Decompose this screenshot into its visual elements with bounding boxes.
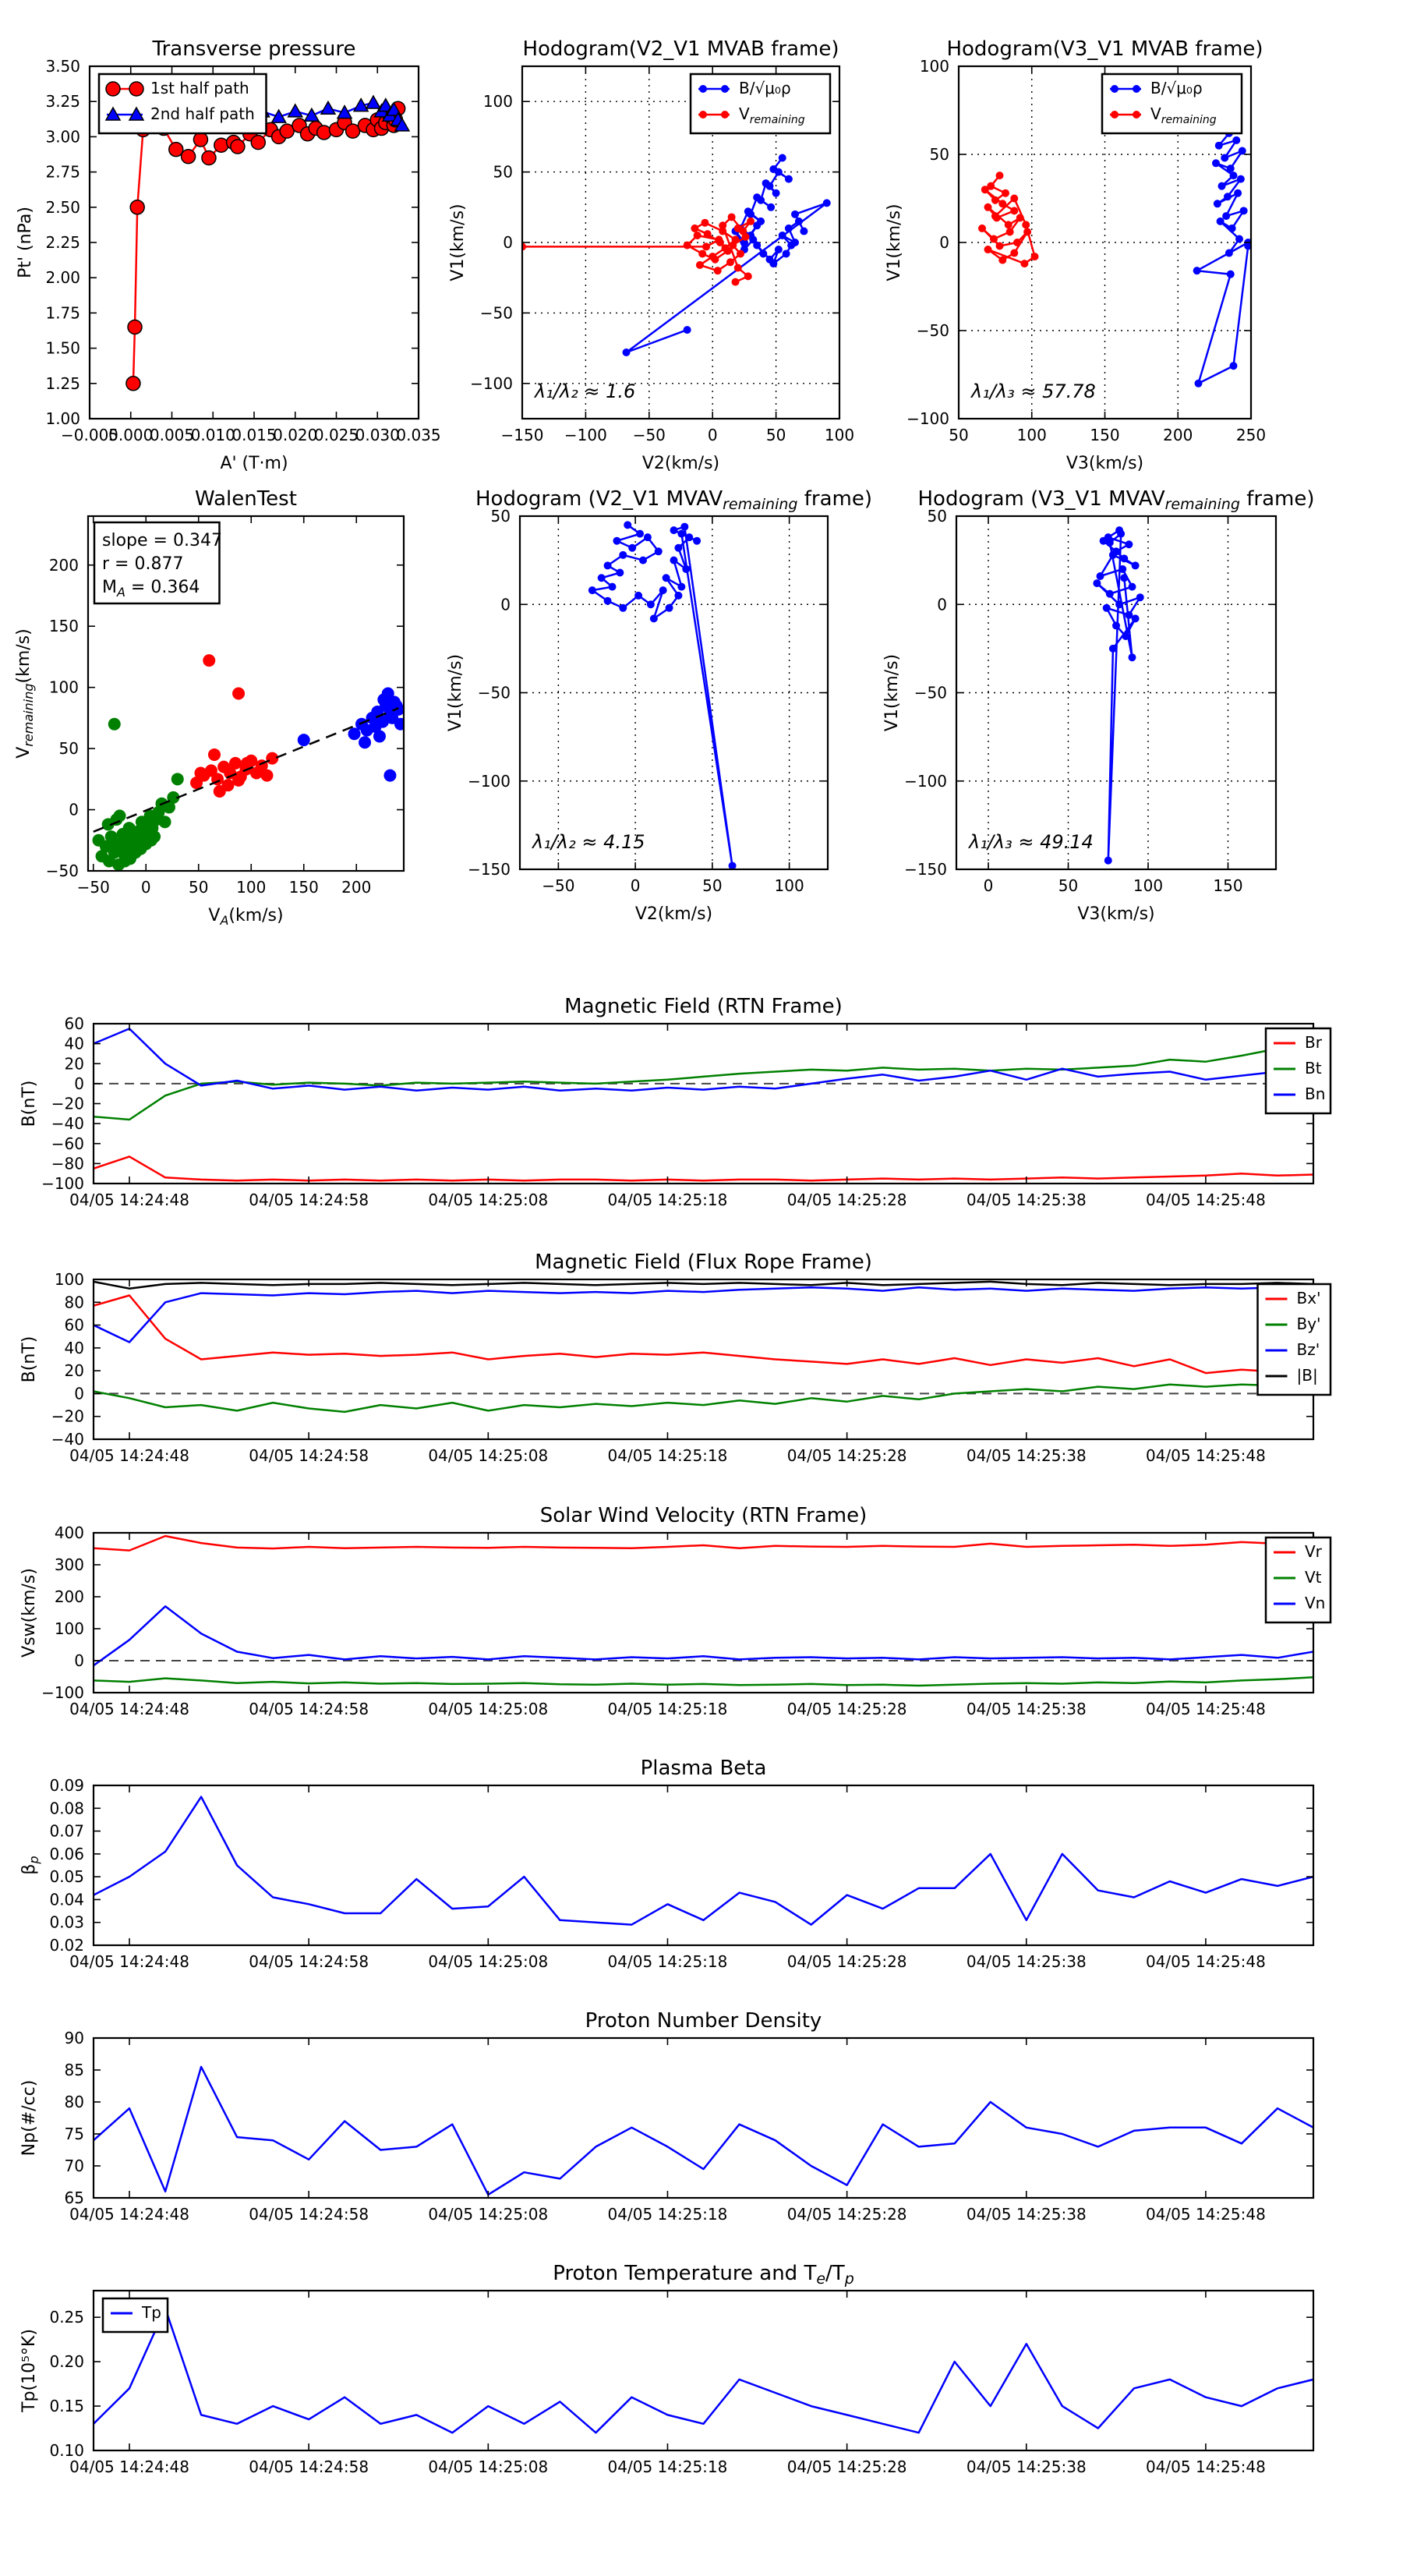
ylabel-vsw: Vsw(km/s)	[19, 1568, 39, 1658]
annotation-hodogram-v3v1-mvav: λ₁/λ₃ ≈ 49.14	[969, 830, 1094, 853]
legend-label-b: |B|	[1296, 1366, 1318, 1385]
y-tick-label: 150	[48, 617, 79, 636]
ylabel-walen-test: $V_{remaining}(km/s)$	[14, 628, 36, 759]
y-tick-label: −50	[45, 862, 79, 880]
x-tick-label: 04/05 14:24:48	[69, 1191, 189, 1209]
ylabel-transverse-pressure: Pt' (nPa)	[16, 207, 35, 278]
series-group	[94, 1797, 1313, 1925]
y-tick-label: 2.50	[45, 197, 80, 217]
legend-label-bx: Bx'	[1296, 1289, 1321, 1307]
series-group	[94, 1536, 1313, 1686]
series-group	[94, 1282, 1313, 1412]
x-tick-label: 04/05 14:24:58	[249, 1446, 369, 1465]
axes-box	[94, 2038, 1313, 2198]
x-tick-label: 04/05 14:24:58	[249, 1700, 369, 1718]
y-tick-label: 80	[64, 1293, 84, 1312]
y-tick-label: 0	[74, 1384, 84, 1403]
y-tick-label: −20	[51, 1407, 84, 1426]
x-tick-label: 04/05 14:25:08	[428, 2457, 549, 2476]
y-tick-label: 0.08	[49, 1799, 84, 1818]
x-tick-label: 0.030	[355, 426, 400, 444]
panel-b-rtn	[19, 995, 1331, 1209]
stats-line-2: $M_A = 0.364$	[102, 578, 200, 600]
x-tick-label: −100	[564, 426, 607, 444]
x-tick-label: 0	[630, 876, 641, 895]
legend-label-vt: Vt	[1305, 1568, 1322, 1587]
x-tick-label: 0.025	[313, 426, 359, 444]
x-tick-label: 0	[983, 876, 994, 895]
y-tick-label: 200	[54, 1587, 84, 1606]
y-tick-label: 3.25	[45, 92, 80, 111]
title-b-rtn: Magnetic Field (RTN Frame)	[564, 995, 843, 1018]
y-tick-label: −100	[41, 1174, 84, 1193]
y-tick-label: 300	[54, 1555, 84, 1574]
axes-box	[520, 516, 828, 869]
xlabel-walen-test: $V_A(km/s)$	[208, 906, 284, 928]
y-tick-label: −40	[51, 1430, 84, 1449]
series-b-sqrt-mu0-rho-	[1193, 129, 1253, 387]
y-tick-label: −50	[914, 683, 947, 702]
x-tick-label: 04/05 14:25:28	[786, 2457, 907, 2476]
y-tick-label: 65	[64, 2189, 84, 2207]
legend-hodogram-v3v1-mvab	[1102, 74, 1242, 133]
x-tick-label: 150	[288, 878, 319, 897]
title-vsw: Solar Wind Velocity (RTN Frame)	[539, 1504, 868, 1527]
x-tick-label: 50	[189, 878, 209, 897]
panel-beta	[19, 1757, 1313, 1971]
y-tick-label: −100	[904, 771, 947, 791]
series-group	[93, 654, 407, 871]
y-tick-label: 0.05	[49, 1867, 84, 1887]
y-tick-label: 2.25	[45, 233, 80, 252]
y-tick-label: −20	[51, 1094, 84, 1113]
y-tick-label: 20	[64, 1054, 84, 1074]
title-transverse-pressure: Transverse pressure	[152, 37, 356, 61]
ylabel-b-rtn: B(nT)	[19, 1080, 39, 1127]
x-tick-label: 04/05 14:25:38	[966, 2457, 1087, 2476]
y-tick-label: −100	[906, 409, 949, 428]
series-mid	[190, 654, 278, 798]
x-tick-label: 04/05 14:24:58	[249, 1952, 369, 1971]
x-tick-label: 04/05 14:24:48	[69, 1952, 189, 1971]
y-tick-label: 80	[64, 2093, 84, 2111]
y-tick-label: 100	[54, 1270, 84, 1289]
panel-hodogram-v2v1-mvab	[448, 37, 854, 473]
panel-walen-test	[14, 487, 407, 928]
series-vt	[94, 1677, 1313, 1686]
y-tick-label: 0	[939, 233, 949, 252]
title-walen-test: WalenTest	[195, 487, 297, 511]
axes-box	[94, 1279, 1313, 1439]
series-group	[588, 521, 737, 869]
panel-b-fr	[19, 1251, 1331, 1465]
x-tick-label: 04/05 14:24:48	[69, 1700, 189, 1718]
legend-tp	[103, 2298, 168, 2332]
series-tp	[94, 2309, 1313, 2433]
y-tick-label: −100	[468, 771, 511, 791]
x-tick-label: −50	[542, 876, 575, 895]
y-tick-label: 0	[74, 1651, 84, 1670]
x-tick-label: 200	[341, 878, 372, 897]
panel-tp	[19, 2262, 1313, 2476]
panel-vsw	[19, 1504, 1331, 1718]
legend-label-1sthalfpath: 1st half path	[150, 79, 249, 97]
x-tick-label: 04/05 14:25:18	[607, 1191, 728, 1209]
series-by-	[94, 1385, 1313, 1412]
legend-label-vr: Vr	[1305, 1542, 1322, 1561]
x-tick-label: 100	[236, 878, 267, 897]
y-tick-label: 50	[493, 162, 513, 182]
axes-box	[94, 2291, 1313, 2450]
x-tick-label: 04/05 14:25:48	[1145, 2457, 1266, 2476]
x-tick-label: 0.000	[108, 426, 154, 444]
y-tick-label: 40	[64, 1034, 84, 1053]
x-tick-label: 150	[1213, 876, 1243, 895]
title-hodogram-v2v1-mvab: Hodogram(V2_V1 MVAB frame)	[522, 37, 839, 61]
y-tick-label: 0.07	[49, 1821, 84, 1841]
y-tick-label: 50	[929, 145, 949, 164]
legend-label-vremaining: $V_{remaining}$	[739, 104, 805, 126]
legend-label-b: B/√μ₀ρ	[1150, 79, 1203, 97]
y-tick-label: 1.50	[45, 338, 80, 358]
x-tick-label: 04/05 14:25:28	[786, 1446, 907, 1465]
series-fit-line	[94, 708, 399, 832]
y-tick-label: −150	[468, 860, 511, 879]
x-tick-label: 04/05 14:25:18	[607, 2205, 728, 2224]
series-group	[978, 129, 1252, 387]
x-tick-label: 04/05 14:25:48	[1145, 1446, 1266, 1465]
x-tick-label: 04/05 14:25:08	[428, 1700, 549, 1718]
x-tick-label: 04/05 14:24:58	[249, 1191, 369, 1209]
legend-transverse-pressure	[99, 74, 267, 133]
ylabel-hodogram-v2v1-mvab: V1(km/s)	[448, 203, 468, 281]
series-group	[94, 2309, 1313, 2433]
y-tick-label: 100	[48, 678, 79, 697]
x-tick-label: 04/05 14:24:48	[69, 2205, 189, 2224]
x-tick-label: 04/05 14:25:28	[786, 1700, 907, 1718]
y-tick-label: −50	[477, 683, 511, 702]
series-group	[94, 1028, 1313, 1180]
y-tick-label: −50	[916, 321, 949, 340]
x-tick-label: 04/05 14:25:18	[607, 1446, 728, 1465]
xlabel-hodogram-v3v1-mvav: V3(km/s)	[1077, 904, 1155, 924]
x-tick-label: 04/05 14:25:28	[786, 1952, 907, 1971]
x-tick-label: 0	[707, 426, 718, 444]
x-tick-label: 50	[765, 426, 786, 444]
y-tick-label: 50	[58, 739, 79, 759]
y-tick-label: −80	[51, 1154, 84, 1173]
legend-label-vremaining: $V_{remaining}$	[1150, 104, 1217, 126]
y-tick-label: 85	[64, 2061, 84, 2079]
axes-box	[94, 1024, 1313, 1184]
x-tick-label: 0.010	[190, 426, 235, 444]
title-hodogram-v2v1-mvav: Hodogram (V2_V1 MVAVremaining frame)	[475, 487, 872, 513]
axes-box	[94, 1533, 1313, 1693]
stats-line-1: r = 0.877	[102, 554, 184, 574]
x-tick-label: 0.035	[396, 426, 441, 444]
stats-line-0: slope = 0.347	[102, 531, 222, 550]
legend-b-rtn	[1266, 1028, 1331, 1113]
title-tp: Proton Temperature and Te/Tp	[553, 2262, 854, 2288]
series-group	[94, 2067, 1313, 2195]
y-tick-label: −150	[904, 860, 947, 879]
y-tick-label: 1.25	[45, 373, 80, 393]
x-tick-label: 04/05 14:24:58	[249, 2457, 369, 2476]
x-tick-label: 50	[949, 426, 969, 444]
stats-box	[94, 522, 222, 603]
y-tick-label: 60	[64, 1014, 84, 1033]
y-tick-label: 3.50	[45, 57, 80, 76]
series-vr	[94, 1536, 1313, 1551]
x-tick-label: 04/05 14:25:08	[428, 1446, 549, 1465]
x-tick-label: 04/05 14:25:38	[966, 1446, 1087, 1465]
x-tick-label: 04/05 14:25:28	[786, 1191, 907, 1209]
y-tick-label: 50	[490, 507, 511, 525]
y-tick-label: −40	[51, 1114, 84, 1134]
series-b-sqrt-mu0-rho-	[588, 521, 737, 869]
legend-label-2ndhalfpath: 2nd half path	[150, 104, 255, 123]
legend-label-vn: Vn	[1305, 1594, 1326, 1612]
x-tick-label: 04/05 14:25:08	[428, 1191, 549, 1209]
xlabel-hodogram-v2v1-mvab: V2(km/s)	[641, 454, 720, 473]
legend-hodogram-v2v1-mvab	[691, 74, 830, 133]
x-tick-label: 04/05 14:25:18	[607, 1700, 728, 1718]
y-tick-label: −60	[51, 1134, 84, 1153]
y-tick-label: 50	[927, 507, 947, 525]
panel-hodogram-v3v1-mvav	[882, 487, 1315, 924]
x-tick-label: 04/05 14:24:48	[69, 1446, 189, 1465]
y-tick-label: 400	[54, 1523, 84, 1542]
x-tick-label: 100	[1016, 426, 1047, 444]
y-tick-label: 200	[48, 555, 79, 575]
x-tick-label: −50	[632, 426, 666, 444]
title-beta: Plasma Beta	[640, 1757, 767, 1780]
legend-label-b: B/√μ₀ρ	[739, 79, 791, 97]
series-bz-	[94, 1287, 1313, 1342]
x-tick-label: 0	[140, 878, 151, 897]
series-bx-	[94, 1296, 1313, 1374]
y-tick-label: 75	[64, 2125, 84, 2143]
y-tick-label: 70	[64, 2157, 84, 2175]
x-tick-label: 04/05 14:25:38	[966, 2205, 1087, 2224]
x-tick-label: 04/05 14:24:48	[69, 2457, 189, 2476]
y-tick-label: 0.03	[49, 1913, 84, 1932]
legend-b-fr	[1258, 1284, 1331, 1395]
legend-label-bn: Bn	[1305, 1085, 1326, 1103]
x-tick-label: 04/05 14:25:08	[428, 2205, 549, 2224]
x-tick-label: 04/05 14:25:48	[1145, 1700, 1266, 1718]
legend-label-tp: Tp	[142, 2303, 161, 2322]
series-second-half	[298, 688, 407, 782]
title-b-fr: Magnetic Field (Flux Rope Frame)	[535, 1251, 872, 1274]
y-tick-label: 1.75	[45, 303, 80, 323]
y-tick-label: 0	[69, 800, 79, 819]
axes-box	[94, 1785, 1313, 1945]
y-tick-label: 1.00	[45, 409, 80, 428]
y-tick-label: 3.00	[45, 127, 80, 147]
legend-label-br: Br	[1305, 1033, 1322, 1052]
y-tick-label: 0	[500, 595, 511, 614]
title-hodogram-v3v1-mvab: Hodogram(V3_V1 MVAB frame)	[946, 37, 1263, 61]
legend-label-bt: Bt	[1305, 1059, 1322, 1077]
series-first-half	[93, 718, 184, 871]
y-tick-label: 0.02	[49, 1936, 84, 1955]
x-tick-label: 100	[824, 426, 855, 444]
y-tick-label: 100	[54, 1619, 84, 1638]
annotation-hodogram-v3v1-mvab: λ₁/λ₃ ≈ 57.78	[971, 380, 1096, 402]
panel-transverse-pressure	[16, 37, 441, 473]
panel-np	[19, 2009, 1313, 2224]
ylabel-tp: Tp(10⁵°K)	[19, 2329, 39, 2412]
x-tick-label: 0.020	[273, 426, 318, 444]
x-tick-label: 04/05 14:25:48	[1145, 2205, 1266, 2224]
y-tick-label: −100	[470, 373, 513, 393]
ylabel-beta: $\beta_p$	[19, 1856, 41, 1875]
x-tick-label: 04/05 14:25:38	[966, 1952, 1087, 1971]
x-tick-label: 04/05 14:25:38	[966, 1700, 1087, 1718]
y-tick-label: 0.25	[49, 2308, 84, 2327]
y-tick-label: 0.10	[49, 2441, 84, 2460]
x-tick-label: 04/05 14:25:38	[966, 1191, 1087, 1209]
x-tick-label: 50	[702, 876, 723, 895]
ylabel-b-fr: B(nT)	[19, 1336, 39, 1383]
y-tick-label: 0.20	[49, 2352, 84, 2372]
x-tick-label: 04/05 14:25:18	[607, 1952, 728, 1971]
y-tick-label: 0.09	[49, 1776, 84, 1795]
ylabel-hodogram-v3v1-mvab: V1(km/s)	[885, 203, 904, 281]
series--b-	[94, 1282, 1313, 1289]
ylabel-np: Np(#/cc)	[19, 2079, 39, 2157]
y-tick-label: 0.06	[49, 1844, 84, 1863]
xlabel-transverse-pressure: A' (T·m)	[220, 454, 288, 473]
x-tick-label: 04/05 14:25:48	[1145, 1191, 1266, 1209]
series-v-remaining	[978, 172, 1039, 267]
series-1st-half-path	[126, 101, 405, 391]
y-tick-label: 0	[503, 233, 513, 252]
y-tick-label: 100	[482, 92, 513, 111]
x-tick-label: 250	[1235, 426, 1267, 444]
series-beta-p	[94, 1797, 1313, 1925]
title-hodogram-v3v1-mvav: Hodogram (V3_V1 MVAVremaining frame)	[917, 487, 1315, 513]
legend-label-bz: Bz'	[1296, 1340, 1320, 1359]
annotation-hodogram-v2v1-mvab: λ₁/λ₂ ≈ 1.6	[535, 380, 636, 402]
x-tick-label: 04/05 14:25:08	[428, 1952, 549, 1971]
xlabel-hodogram-v3v1-mvab: V3(km/s)	[1066, 454, 1144, 473]
x-tick-label: −50	[76, 878, 110, 897]
x-tick-label: 0.015	[231, 426, 277, 444]
x-tick-label: 100	[1133, 876, 1164, 895]
y-tick-label: 0	[74, 1074, 84, 1093]
x-tick-label: 04/05 14:25:28	[786, 2205, 907, 2224]
series-br	[94, 1156, 1313, 1180]
x-tick-label: −150	[500, 426, 544, 444]
series-bn	[94, 1028, 1313, 1090]
y-tick-label: 0.15	[49, 2397, 84, 2416]
x-tick-label: 04/05 14:25:18	[607, 2457, 728, 2476]
y-tick-label: 0	[937, 595, 947, 614]
legend-vsw	[1266, 1537, 1331, 1622]
x-tick-label: 0.005	[149, 426, 195, 444]
x-tick-label: −0.005	[60, 426, 119, 444]
ylabel-hodogram-v3v1-mvav: V1(km/s)	[882, 653, 902, 732]
y-tick-label: −50	[479, 303, 513, 323]
series-b-sqrt-mu0-rho-	[1093, 526, 1143, 865]
y-tick-label: 2.00	[45, 268, 80, 288]
panel-hodogram-v3v1-mvab	[885, 37, 1266, 473]
series-group	[126, 96, 409, 391]
y-tick-label: 2.75	[45, 162, 80, 182]
x-tick-label: 50	[1058, 876, 1079, 895]
series-group	[1093, 526, 1143, 865]
x-tick-label: 100	[774, 876, 804, 895]
y-tick-label: 40	[64, 1338, 84, 1357]
annotation-hodogram-v2v1-mvav: λ₁/λ₂ ≈ 4.15	[532, 830, 645, 853]
x-tick-label: 150	[1090, 426, 1120, 444]
xlabel-hodogram-v2v1-mvav: V2(km/s)	[634, 904, 713, 924]
x-tick-label: 04/05 14:25:48	[1145, 1952, 1266, 1971]
series-vn	[94, 1606, 1313, 1665]
series-b-sqrt-mu0-rho-	[622, 154, 830, 357]
y-tick-label: 100	[919, 57, 949, 76]
y-tick-label: 20	[64, 1361, 84, 1381]
y-tick-label: 90	[64, 2029, 84, 2047]
x-tick-label: 04/05 14:24:58	[249, 2205, 369, 2224]
ylabel-hodogram-v2v1-mvav: V1(km/s)	[446, 653, 465, 732]
y-tick-label: −100	[41, 1683, 84, 1702]
legend-label-by: By'	[1296, 1315, 1321, 1333]
x-tick-label: 200	[1163, 426, 1193, 444]
series-group	[518, 154, 831, 357]
series-v-remaining	[518, 213, 755, 285]
y-tick-label: 0.04	[49, 1890, 84, 1909]
y-tick-label: 60	[64, 1315, 84, 1335]
panel-hodogram-v2v1-mvav	[446, 487, 872, 924]
title-np: Proton Number Density	[585, 2009, 822, 2033]
series-np	[94, 2067, 1313, 2195]
